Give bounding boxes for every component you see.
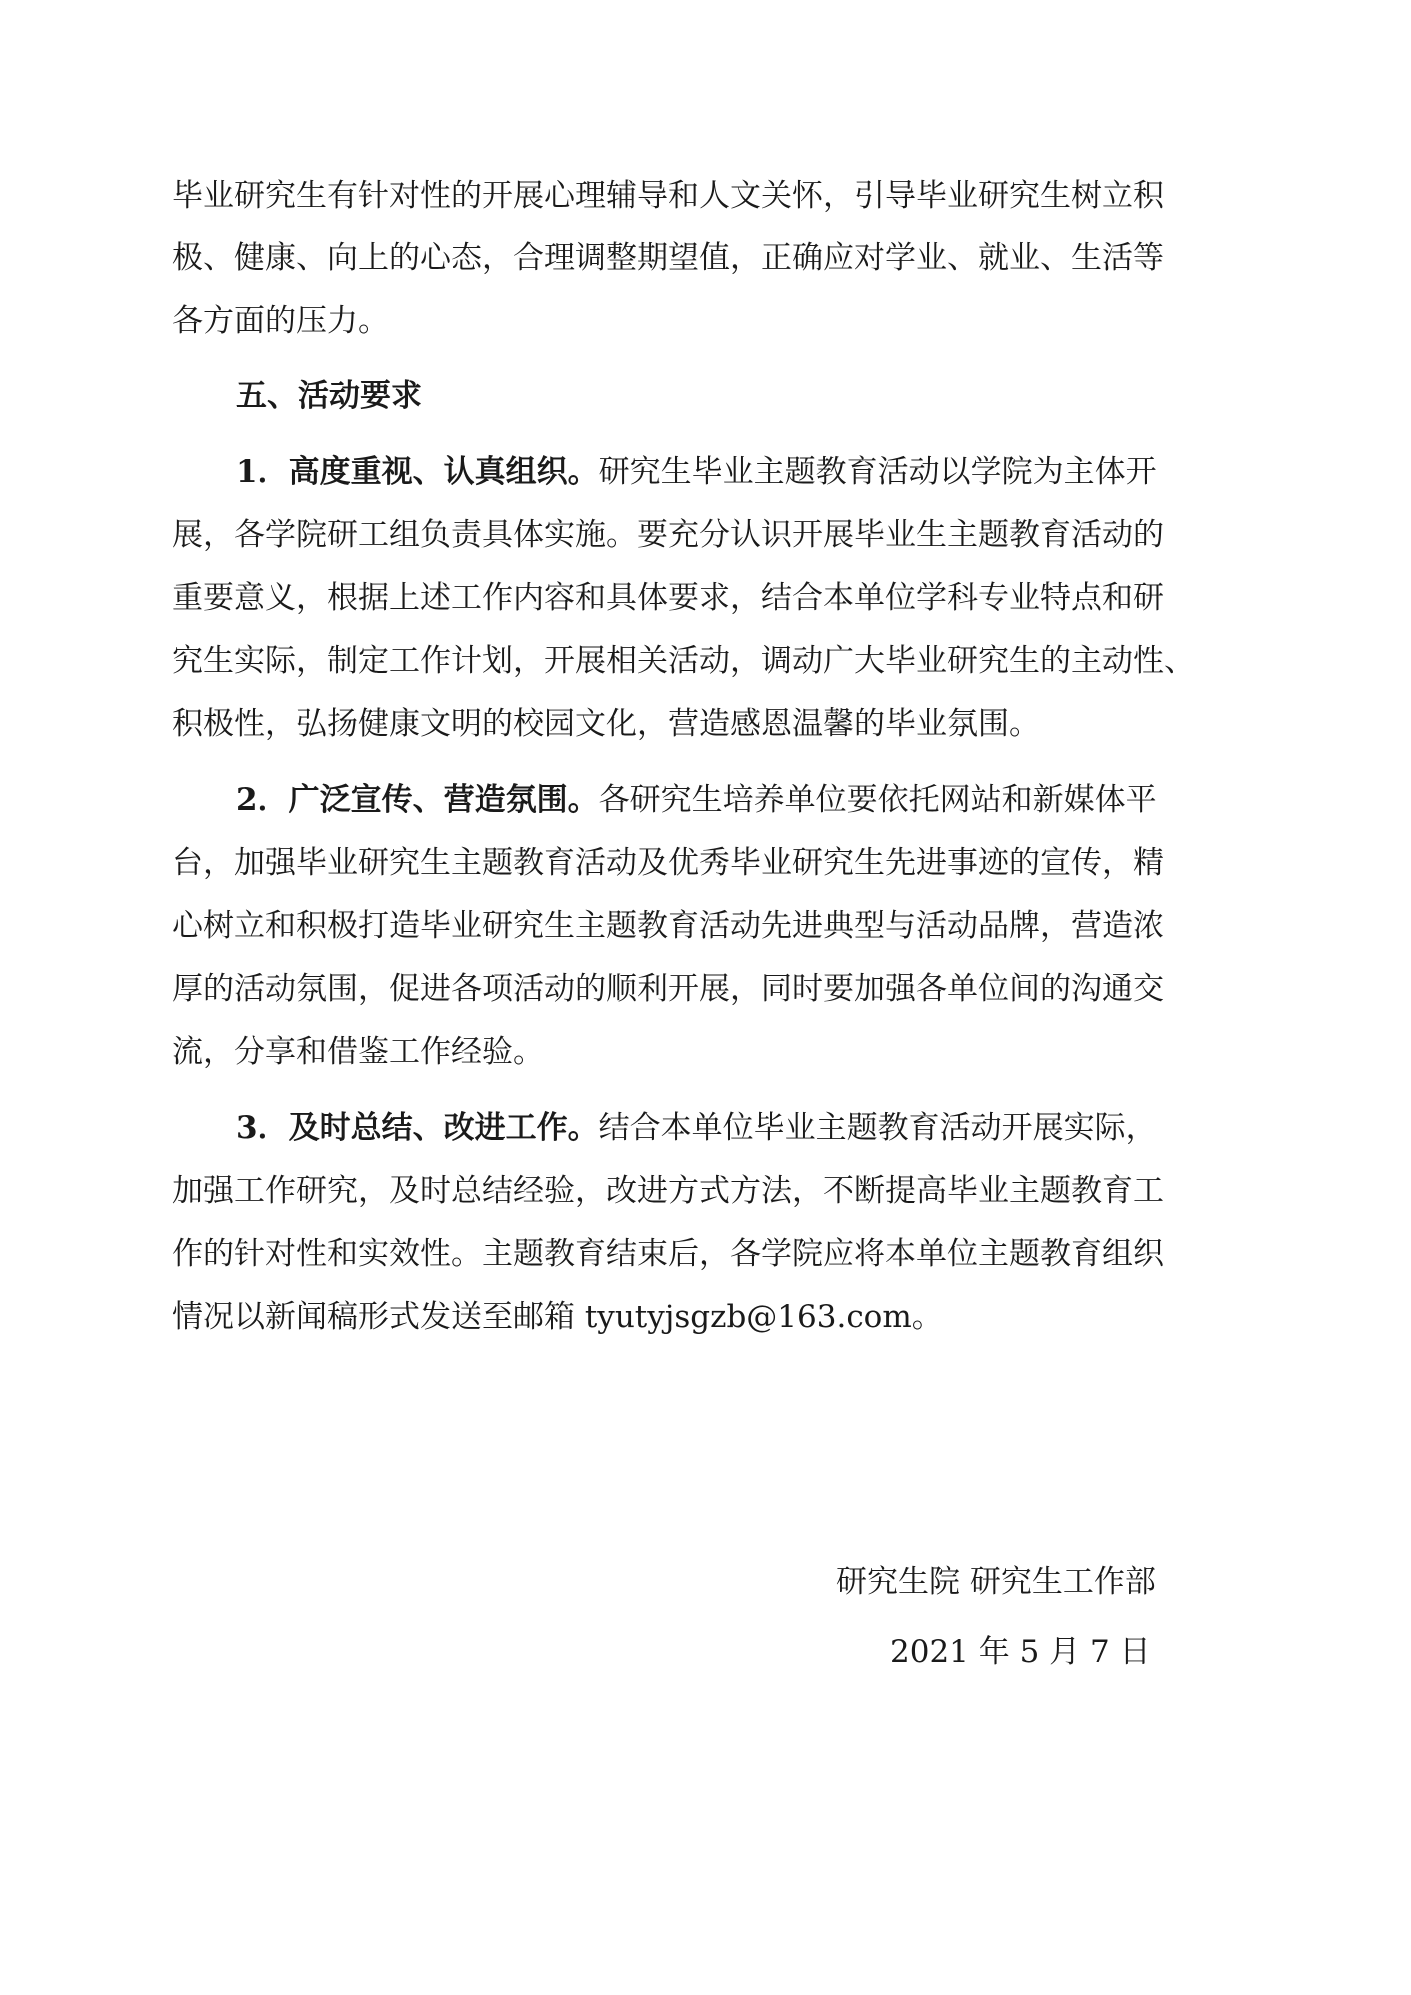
- item-1-text: 研究生毕业主题教育活动以学院为主体开: [598, 454, 1157, 490]
- paragraph-line: 各方面的压力。: [172, 303, 389, 339]
- item-3-text: 结合本单位毕业主题教育活动开展实际，: [598, 1110, 1157, 1146]
- paragraph-line: 情况以新闻稿形式发送至邮箱 tyutyjsgzb@163.com。: [172, 1299, 943, 1335]
- paragraph-line: 加强工作研究，及时总结经验，改进方式方法，不断提高毕业主题教育工: [172, 1173, 1164, 1209]
- paragraph-line: 厚的活动氛围，促进各项活动的顺利开展，同时要加强各单位间的沟通交: [172, 971, 1164, 1007]
- paragraph-line: 积极性，弘扬健康文明的校园文化，营造感恩温馨的毕业氛围。: [172, 706, 1040, 742]
- paragraph-line: 重要意义，根据上述工作内容和具体要求，结合本单位学科专业特点和研: [172, 580, 1164, 616]
- item-3-lead: 3．及时总结、改进工作。: [236, 1110, 599, 1146]
- paragraph-line: 流，分享和借鉴工作经验。: [172, 1034, 544, 1070]
- item-2-lead: 2．广泛宣传、营造氛围。: [236, 782, 599, 818]
- paragraph-line: 作的针对性和实效性。主题教育结束后，各学院应将本单位主题教育组织: [172, 1236, 1164, 1272]
- paragraph-line: 心树立和积极打造毕业研究生主题教育活动先进典型与活动品牌，营造浓: [172, 908, 1164, 944]
- paragraph-line: 毕业研究生有针对性的开展心理辅导和人文关怀，引导毕业研究生树立积: [172, 178, 1164, 214]
- section-heading: 五、活动要求: [236, 378, 422, 414]
- item-1-first-line: [236, 452, 1232, 492]
- item-2-text: 各研究生培养单位要依托网站和新媒体平: [598, 782, 1157, 818]
- item-3-first-line: [236, 1108, 1232, 1148]
- paragraph-line: 极、健康、向上的心态，合理调整期望值，正确应对学业、就业、生活等: [172, 240, 1164, 276]
- signature-org: 研究生院 研究生工作部: [836, 1564, 1156, 1600]
- item-1-lead: 1．高度重视、认真组织。: [236, 454, 599, 490]
- item-2-first-line: [236, 780, 1232, 820]
- paragraph-line: 究生实际，制定工作计划，开展相关活动，调动广大毕业研究生的主动性、: [172, 643, 1195, 679]
- paragraph-line: 台，加强毕业研究生主题教育活动及优秀毕业研究生先进事迹的宣传，精: [172, 845, 1164, 881]
- paragraph-line: 展，各学院研工组负责具体实施。要充分认识开展毕业生主题教育活动的: [172, 517, 1164, 553]
- signature-date: 2021 年 5 月 7 日: [890, 1634, 1151, 1670]
